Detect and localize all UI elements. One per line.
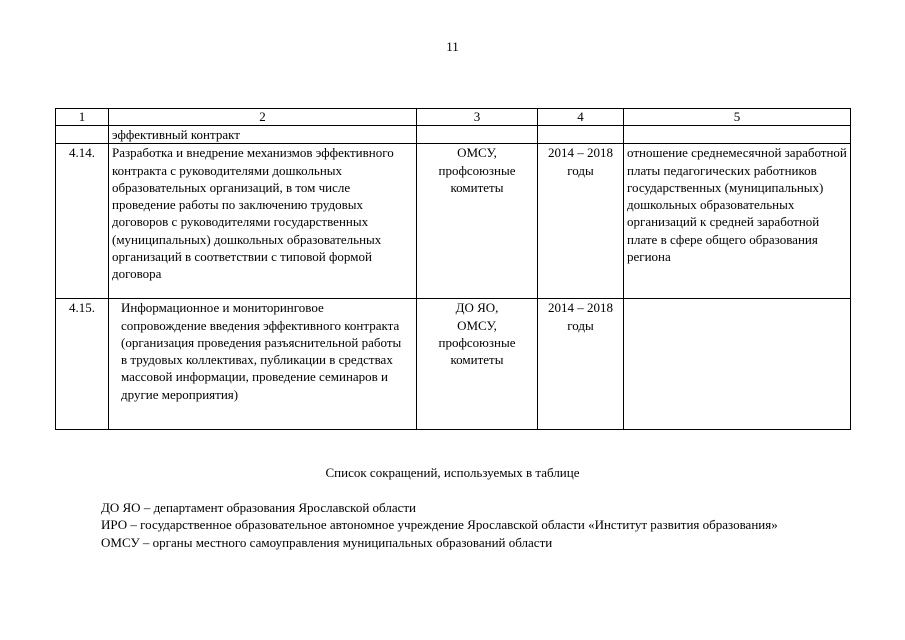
abbreviation-item: ДО ЯО – департамент образования Ярославской области bbox=[101, 500, 416, 515]
measure-text: Разработка и внедрение механизмов эффективного контракта с руководителями дошкольных образовательных организаций, в том числе проведение работы по заключению трудовых договоров с руководителями государственных (муниципальных) дошкольных образовательных организаций в соответствии с типовой формой договора bbox=[109, 144, 417, 299]
executor: ОМСУ, профсоюзные комитеты bbox=[417, 144, 538, 299]
measures-table bbox=[55, 108, 851, 430]
table-row bbox=[56, 126, 851, 144]
period bbox=[538, 126, 624, 144]
column-header: 2 bbox=[109, 109, 417, 126]
column-header: 1 bbox=[56, 109, 109, 126]
column-header: 4 bbox=[538, 109, 624, 126]
row-number bbox=[56, 126, 109, 144]
abbreviation-item: ИРО – государственное образовательное автономное учреждение Ярославской области «Институт развития образования» bbox=[101, 517, 778, 533]
table-row bbox=[56, 299, 851, 430]
measure-text: Информационное и мониторинговое сопровождение введения эффективного контракта (организация проведения разъяснительной работы в трудовых коллективах, публикации в средствах массовой информации, проведение семинаров и другие мероприятия) bbox=[109, 299, 417, 430]
column-header: 5 bbox=[624, 109, 851, 126]
abbreviation-item: ОМСУ – органы местного самоуправления муниципальных образований области bbox=[101, 534, 553, 550]
abbreviations-title: Список сокращений, используемых в таблице bbox=[325, 465, 580, 480]
indicator bbox=[624, 299, 851, 430]
measure-text: эффективный контракт bbox=[109, 126, 417, 144]
page-number: 11 bbox=[446, 39, 459, 54]
abbreviations-list bbox=[57, 499, 844, 551]
period: 2014 – 2018 годы bbox=[538, 144, 624, 299]
table-header-row bbox=[56, 109, 851, 126]
column-header: 3 bbox=[417, 109, 538, 126]
executor bbox=[417, 126, 538, 144]
row-number: 4.14. bbox=[56, 144, 109, 299]
executor: ДО ЯО, ОМСУ, профсоюзные комитеты bbox=[417, 299, 538, 430]
indicator: отношение среднемесячной заработной платы педагогических работников государственных (муниципальных) дошкольных образовательных организаций к средней заработной плате в сфере общего образования региона bbox=[624, 144, 851, 299]
table-row bbox=[56, 144, 851, 299]
row-number: 4.15. bbox=[56, 299, 109, 430]
period: 2014 – 2018 годы bbox=[538, 299, 624, 430]
indicator bbox=[624, 126, 851, 144]
